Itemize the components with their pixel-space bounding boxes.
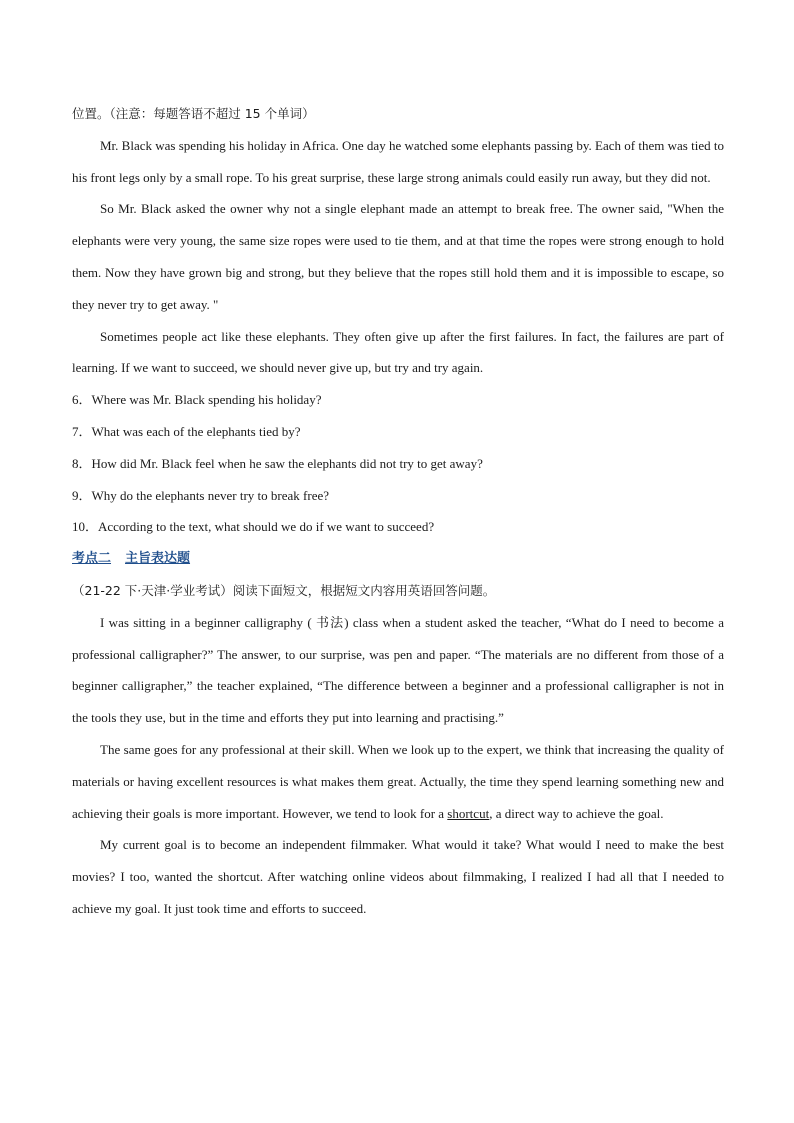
- section-title: 主旨表达题: [125, 551, 191, 567]
- document-page: [72, 98, 724, 925]
- intro-line: 位置。（注意：每题答语不超过 15 个单词）: [72, 106, 315, 121]
- instruction-line: （21-22 下·天津·学业考试）阅读下面短文，根据短文内容用英语回答问题。: [72, 582, 496, 598]
- question-8: 8．How did Mr. Black feel when he saw the elephants did not try to get away?: [72, 455, 483, 471]
- section-label: 考点二: [72, 551, 112, 567]
- passage2-paragraph-2: [72, 734, 724, 829]
- passage2-paragraph-3: My current goal is to become an independent filmmaker. What would it take? What would I need to make the best movies? I too, wanted the shortcut. After watching online videos about filmmaking, I realized I had all that I needed to achieve my goal. It just took time and efforts to succeed.: [72, 837, 724, 916]
- passage2-paragraph-2-end: , a direct way to achieve the goal.: [489, 805, 664, 821]
- passage1-paragraph-2: So Mr. Black asked the owner why not a single elephant made an attempt to break free. The owner said, "When the elephants were very young, the same size ropes were used to tie them, and at that time the ropes were strong enough to hold them. Now they have grown big and strong, but they believe that the ropes still hold them and it is impossible to escape, so they never try to get away. ": [72, 201, 724, 312]
- section-heading: [72, 543, 724, 575]
- question-7: 7．What was each of the elephants tied by?: [72, 423, 301, 439]
- underlined-word-shortcut: shortcut: [447, 805, 490, 821]
- passage2-paragraph-2-start: The same goes for any professional at their skill. When we look up to the expert, we think that increasing the quality of materials or having excellent resources is what makes them great. Actually, the time they spend learning something new and achieving their goals is more important. However, we tend to look for a: [72, 741, 724, 821]
- passage2-paragraph-1: I was sitting in a beginner calligraphy ( 书法) class when a student asked the teacher, “What do I need to become a professional calligrapher?” The answer, to our surprise, was pen and paper. “The materials are no different from those of a beginner calligrapher,” the teacher explained, “The difference between a beginner and a professional calligrapher is not in the tools they use, but in the time and efforts they put into learning and practising.”: [72, 614, 724, 726]
- passage1-paragraph-3: Sometimes people act like these elephants. They often give up after the first failures. In fact, the failures are part of learning. If we want to succeed, we should never give up, but try and try again.: [72, 328, 724, 376]
- question-10: 10．According to the text, what should we do if we want to succeed?: [72, 519, 435, 535]
- passage1-paragraph-1: Mr. Black was spending his holiday in Africa. One day he watched some elephants passing by. Each of them was tied to his front legs only by a small rope. To his great surprise, these large strong animals could easily run away, but they did not.: [72, 137, 724, 185]
- question-6: 6．Where was Mr. Black spending his holiday?: [72, 392, 322, 408]
- question-9: 9．Why do the elephants never try to break free?: [72, 487, 330, 503]
